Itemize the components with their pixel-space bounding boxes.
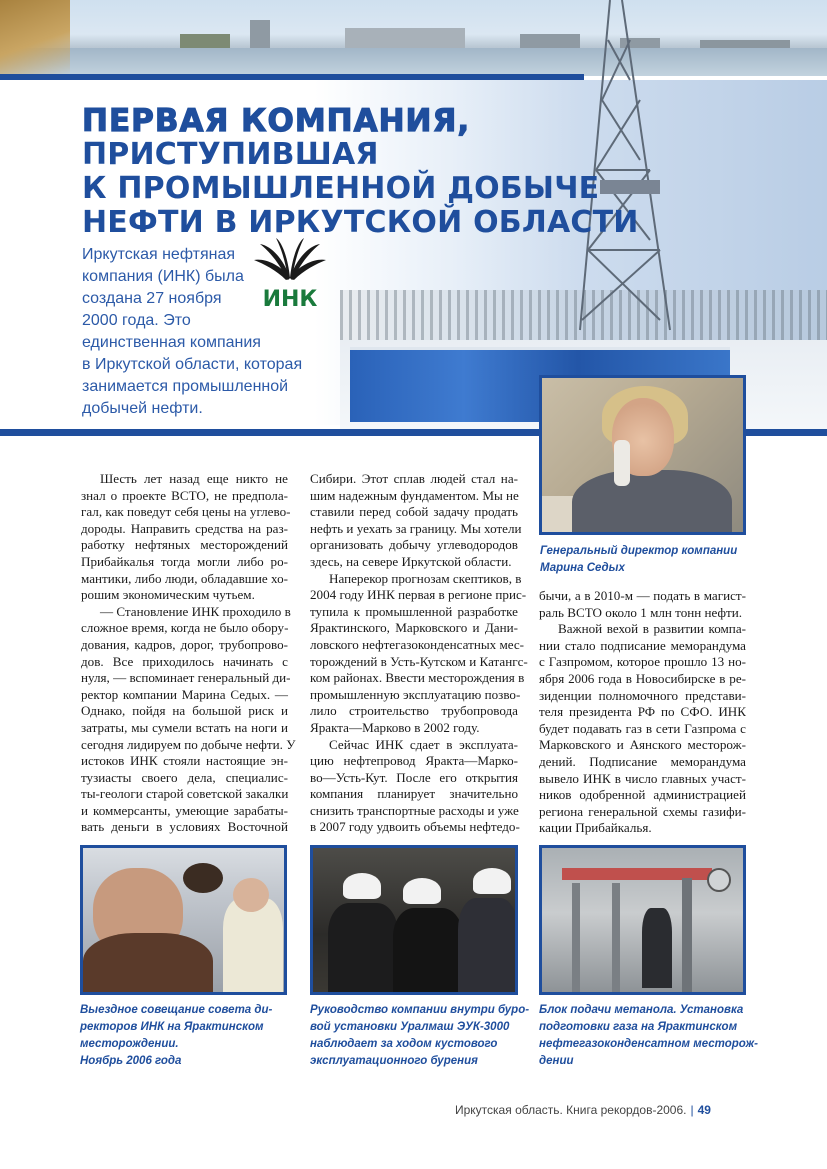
text-line: ставили перед собой задачу продать [310,504,518,520]
text-line: истоков ИНК стояли настоящие эн- [81,753,288,769]
text-line: вать деньги в условиях Восточной [81,819,288,835]
caption-line: подготовки газа на Ярактинском [539,1021,738,1033]
footer-separator: | [690,1103,694,1117]
article-column-3 [539,588,746,837]
text-line: дороды. Направить средства на раз- [81,520,288,536]
text-line: шим надежным фундаментом. Мы не [310,487,519,503]
photo1-caption [80,1002,272,1070]
text-line: региона генеральной схемы газифи- [539,803,746,819]
text-line: работку нефтяных месторождений [81,537,288,553]
page-footer [455,1103,755,1117]
text-line: кации Прибайкалья. [539,820,652,836]
caption-line: ректоров ИНК на Ярактинском [80,1021,264,1033]
photo2-caption [310,1002,529,1070]
section-divider-right [745,429,827,436]
text-line: Ярактинского, Марковского и Дани- [310,620,518,636]
caption-line: Руководство компании внутри буро- [310,1004,530,1016]
logo-text: ИНК [262,287,318,312]
text-line: компания планирует значительно [310,786,518,802]
meeting-photo [80,845,287,995]
text-line: бычи, а в 2010-м — подать в магист- [539,588,746,603]
title-line-2: ПРИСТУПИВШАЯ [82,137,379,172]
text-line: знал о проекте ВСТО, не предпола- [81,487,288,503]
text-line: Марковского и Аянского месторож- [539,737,746,753]
text-line: цию нефтепровод Яракта—Марко- [310,753,518,769]
text-line: затраты, мы сумели встать на ноги и [81,719,288,735]
text-line: Прибайкалья тогда могли либо ро- [81,553,288,569]
caption-line: дении [539,1055,574,1067]
article-column-2 [310,471,528,836]
article-title [82,103,639,240]
text-line: теля президента РФ по СФО. ИНК [539,704,746,720]
text-line: ября 2006 года в Новосибирске в ре- [539,670,746,686]
header-gold-accent [0,0,70,76]
text-line: здесь, на севере Иркутской области. [310,553,512,569]
caption-line: эксплуатационного бурения [310,1055,478,1067]
text-line: ников одобренной администрацией [539,787,746,803]
article-column-1 [81,471,296,836]
portrait-caption [540,543,737,577]
text-line: ком районах. Ввести месторождения в [310,670,525,686]
text-line: тупила к промышленной разработке [310,603,518,619]
text-line: с Газпромом, которое прошло 13 но- [539,654,746,670]
lead-line: Иркутская нефтяная [82,246,236,263]
text-line: Сибири. Этот сплав людей стал на- [310,471,518,486]
text-line: нии стало подписание меморандума [539,637,746,653]
lead-line: 2000 года. Это [82,312,191,329]
text-line: — Становление ИНК проходило в [100,603,291,619]
ink-logo [250,236,330,316]
text-line: Шесть лет назад еще никто не [100,471,288,486]
text-line: в 2007 году удвоить объемы нефтедо- [310,819,520,835]
lead-line: добычей нефти. [82,400,203,417]
caption-line: Генеральный директор компании [540,545,738,557]
caption-line: вой установки Уралмаш ЭУК-3000 [310,1021,510,1033]
lead-line: создана 27 ноября [82,290,222,307]
text-line: лило строительство трубопровода [310,703,518,719]
text-line: и коммерсанты, умеющие зарабаты- [81,802,288,818]
text-line: торождений в Усть-Кутском и Катангс- [310,653,528,669]
text-line: ты-геологи старой советской закалки [81,786,289,802]
text-line: будет подавать газ в сети Газпрома с [539,720,746,736]
text-line: гал, как поведут себя цены на углево- [81,504,291,520]
section-divider [0,429,541,436]
text-line: нуля, — вспоминает генеральный ди- [81,670,291,686]
lead-line: единственная компания [82,334,261,351]
text-line: рошим экономическим чутьем. [81,587,255,603]
rig-inspection-photo [310,845,518,995]
text-line: Важной вехой в развитии компа- [558,621,746,637]
text-line: дов. Все приходилось начинать с [81,653,288,669]
lead-line: в Иркутской области, которая [82,356,303,373]
title-line-3: К ПРОМЫШЛЕННОЙ ДОБЫЧЕ [82,171,600,206]
director-portrait-photo [539,375,746,535]
caption-line: Блок подачи метанола. Установка [539,1004,744,1016]
text-line: тузиасты своего дела, специалис- [81,769,288,785]
text-line: вывело ИНК в число главных участ- [539,770,746,786]
text-line: сложное время, когда не было обору- [81,620,289,636]
text-line: дений. Подписание меморандума [539,753,746,769]
text-line: ректор компании Марина Седых. — [81,686,288,702]
text-line: ловского нефтегазоконденсатных мес- [310,636,525,652]
text-line: Сейчас ИНК сдает в эксплуата- [329,736,518,752]
text-line: зиденции полномочного представи- [539,687,746,703]
lead-line: занимается промышленной [82,378,289,395]
caption-line: Марина Седых [540,562,625,574]
text-line: промышленную эксплуатацию позво- [310,686,521,702]
caption-line: Выездное совещание совета ди- [80,1004,273,1016]
text-line: Яракта—Марково в 2002 году. [310,719,480,735]
footer-text: Иркутская область. Книга рекордов-2006. [455,1103,687,1117]
text-line: нефть и уехать за границу. Мы хотели [310,520,522,536]
caption-line: наблюдает за ходом кустового [310,1038,498,1050]
page-number: 49 [697,1103,711,1117]
text-line: Наперекор прогнозам скептиков, в [329,570,522,586]
lead-line: компания (ИНК) была [82,268,244,285]
text-line: 2004 году ИНК первая в регионе прис- [310,587,527,603]
caption-line: месторождении. [80,1038,179,1050]
caption-line: нефтегазоконденсатном месторож- [539,1038,758,1050]
text-line: раль ВСТО около 1 млн тонн нефти. [539,604,743,620]
photo3-caption [539,1002,758,1070]
methanol-unit-photo [539,845,746,995]
title-line-1: ПЕРВАЯ КОМПАНИЯ, [82,103,471,139]
text-line: организовать добычу углеводородов [310,537,518,553]
text-line: сегодня лидируем по добыче нефти. У [81,736,296,752]
caption-line: Ноябрь 2006 года [80,1055,182,1067]
text-line: снизить транспортные расходы и уже [310,802,519,818]
text-line: мантики, либо люди, обладавшие хо- [81,570,288,586]
title-line-4: НЕФТИ В ИРКУТСКОЙ ОБЛАСТИ [82,205,639,240]
text-line: во—Усть-Кут. После его открытия [310,769,518,785]
text-line: дования, кадров, дорог, трубопрово- [81,636,288,652]
text-line: Однако, пойдя на большой риск и [81,703,288,719]
